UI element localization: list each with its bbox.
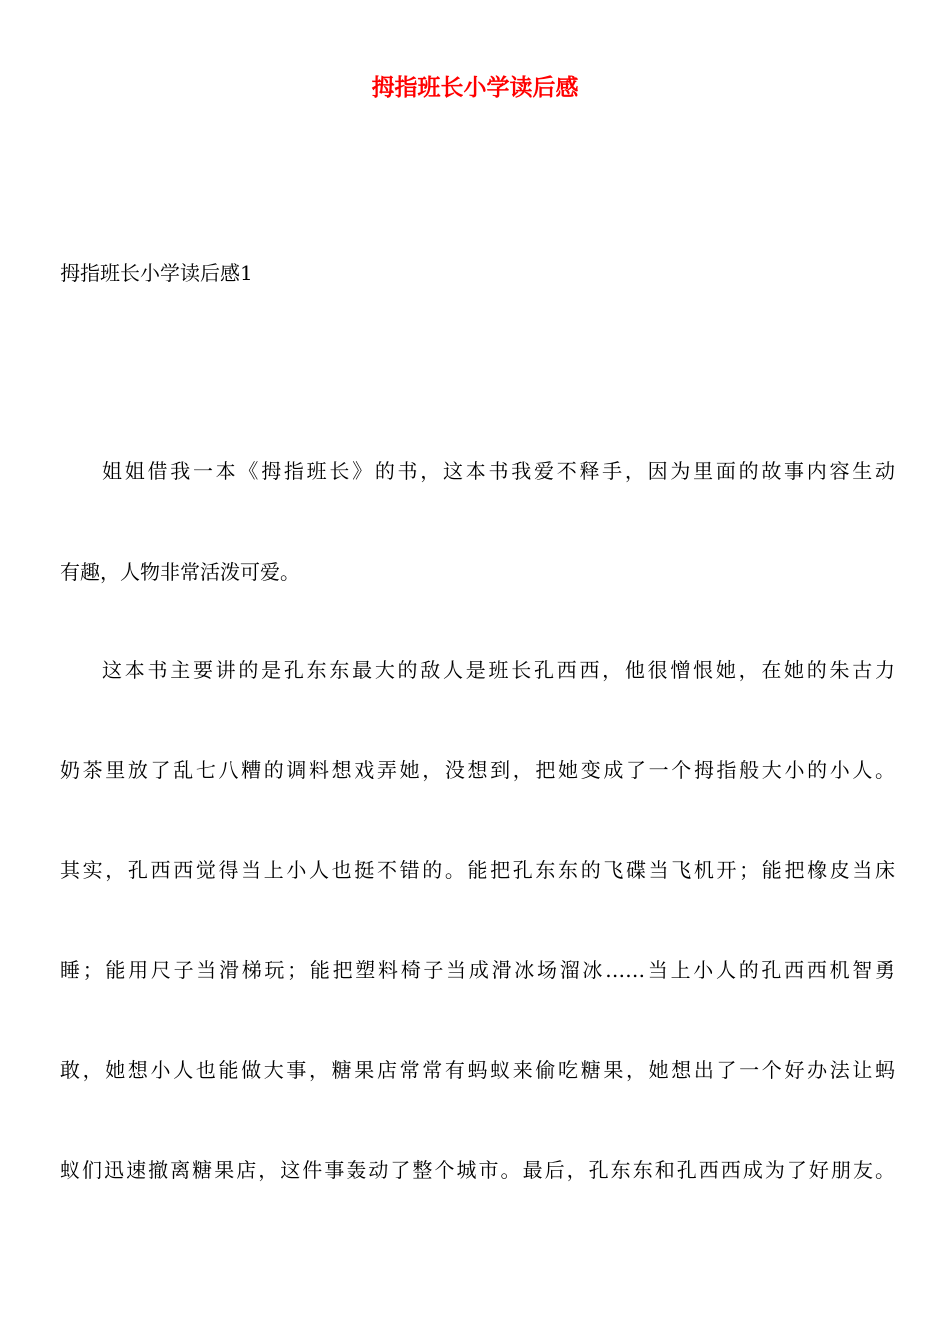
paragraph-2-line-2: 奶茶里放了乱七八糟的调料想戏弄她，没想到，把她变成了一个拇指般大小的小人。: [60, 758, 895, 782]
paragraph-2-line-5: 敢，她想小人也能做大事，糖果店常常有蚂蚁来偷吃糖果，她想出了一个好办法让蚂: [60, 1058, 895, 1082]
section-heading: 拇指班长小学读后感1: [60, 261, 253, 285]
paragraph-2-line-1: 这本书主要讲的是孔东东最大的敌人是班长孔西西，他很憎恨她，在她的朱古力: [102, 658, 895, 682]
paragraph-1-line-2: 有趣，人物非常活泼可爱。: [60, 560, 300, 584]
paragraph-2-line-6: 蚁们迅速撤离糖果店，这件事轰动了整个城市。最后，孔东东和孔西西成为了好朋友。: [60, 1158, 895, 1182]
paragraph-1-line-1: 姐姐借我一本《拇指班长》的书，这本书我爱不释手，因为里面的故事内容生动: [102, 459, 895, 483]
page-title: 拇指班长小学读后感: [371, 75, 579, 101]
paragraph-2-line-4: 睡；能用尺子当滑梯玩；能把塑料椅子当成滑冰场溜冰……当上小人的孔西西机智勇: [60, 958, 895, 982]
paragraph-2-line-3: 其实，孔西西觉得当上小人也挺不错的。能把孔东东的飞碟当飞机开；能把橡皮当床: [60, 858, 895, 882]
